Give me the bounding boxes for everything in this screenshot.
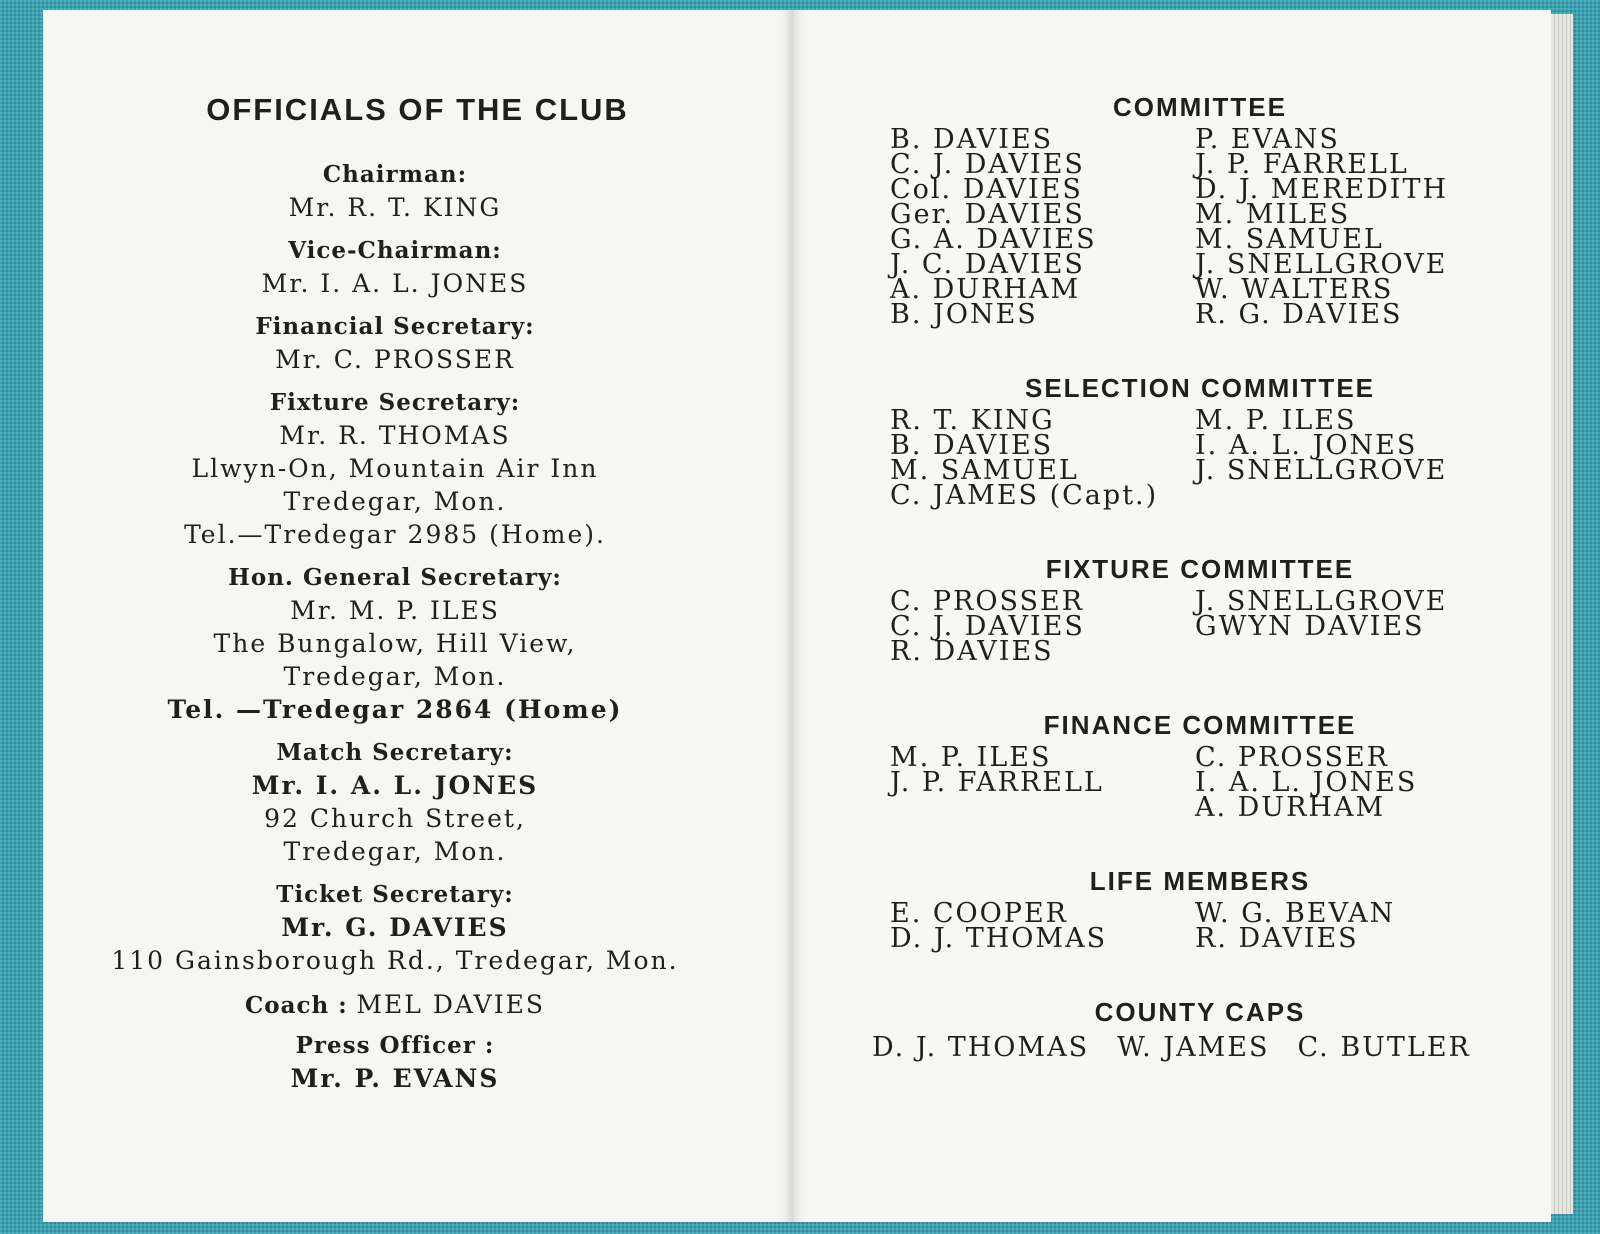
member-name: M. SAMUEL — [890, 455, 1079, 486]
official-entry — [0, 234, 790, 300]
member-column — [1195, 405, 1510, 508]
member-column — [1195, 898, 1510, 954]
member-name: J. C. DAVIES — [890, 249, 1085, 280]
member-column — [1195, 742, 1510, 823]
member-name: J. P. FARRELL — [1195, 149, 1409, 180]
committee-section — [890, 710, 1510, 823]
member-name: Ger. DAVIES — [890, 199, 1085, 230]
member-name: I. A. L. JONES — [1195, 767, 1418, 798]
member-name: J. SNELLGROVE — [1195, 249, 1448, 280]
member-name: R. G. DAVIES — [1195, 299, 1403, 330]
member-name: J. SNELLGROVE — [1195, 455, 1448, 486]
member-grid — [890, 898, 1510, 954]
committee-section — [890, 554, 1510, 667]
member-name: M. MILES — [1195, 199, 1351, 230]
county-caps-section — [872, 997, 1510, 1063]
committees-column — [872, 92, 1510, 1063]
member-name: C. J. DAVIES — [890, 149, 1085, 180]
official-role: Vice-Chairman: — [288, 237, 502, 264]
member-name: M. SAMUEL — [1195, 224, 1384, 255]
member-name: GWYN DAVIES — [1195, 611, 1425, 642]
member-column — [890, 124, 1195, 330]
member-name: B. DAVIES — [890, 124, 1054, 155]
committee-section — [890, 92, 1510, 330]
member-name: G. A. DAVIES — [890, 224, 1097, 255]
section-title: LIFE MEMBERS — [1089, 866, 1311, 896]
member-name: D. J. THOMAS — [890, 923, 1108, 954]
official-detail-line: Mr. G. DAVIES — [281, 913, 509, 942]
member-grid — [890, 405, 1510, 511]
official-role: Ticket Secretary: — [276, 881, 514, 908]
member-column — [1195, 124, 1510, 330]
member-name: R. DAVIES — [890, 636, 1054, 667]
member-name: C. PROSSER — [890, 586, 1085, 617]
member-column — [1195, 586, 1510, 664]
official-detail-line: Tredegar, Mon. — [283, 662, 507, 691]
official-entry — [0, 386, 790, 551]
official-entry — [0, 878, 790, 977]
member-name: R. DAVIES — [1195, 923, 1359, 954]
member-name: Col. DAVIES — [890, 174, 1083, 205]
member-name: J. SNELLGROVE — [1195, 586, 1448, 617]
official-entry — [0, 561, 790, 726]
official-role: Hon. General Secretary: — [228, 564, 562, 591]
member-name: D. J. MEREDITH — [1195, 174, 1449, 205]
member-name: C. J. DAVIES — [890, 611, 1085, 642]
official-detail-line: Tredegar, Mon. — [283, 837, 507, 866]
committee-section — [890, 373, 1510, 511]
member-name: C. JAMES (Capt.) — [890, 480, 1159, 511]
official-role: Chairman: — [322, 161, 468, 188]
official-detail-line: Mr. I. A. L. JONES — [261, 269, 529, 298]
official-detail-line: Mr. C. PROSSER — [275, 345, 515, 374]
member-name: J. P. FARRELL — [890, 767, 1104, 798]
member-grid — [890, 124, 1510, 330]
member-name: R. T. KING — [890, 405, 1055, 436]
official-detail-line: Mr. R. THOMAS — [279, 421, 511, 450]
official-detail-line: Mr. M. P. ILES — [290, 596, 500, 625]
member-column — [890, 898, 1195, 954]
official-detail-line: The Bungalow, Hill View, — [213, 629, 577, 658]
member-column — [890, 742, 1195, 820]
section-title: SELECTION COMMITTEE — [1025, 373, 1375, 403]
member-name: B. JONES — [890, 299, 1038, 330]
official-entry — [0, 310, 790, 376]
member-name: W. WALTERS — [1195, 274, 1394, 305]
officials-column — [0, 92, 790, 1105]
official-detail-line: Tel.—Tredegar 2985 (Home). — [184, 520, 606, 549]
official-entry — [0, 736, 790, 868]
official-detail-line: Tredegar, Mon. — [283, 487, 507, 516]
member-name: M. P. ILES — [890, 742, 1052, 773]
member-name: M. P. ILES — [1195, 405, 1357, 436]
coach-name: MEL DAVIES — [356, 990, 545, 1019]
member-grid — [890, 586, 1510, 667]
member-name: W. G. BEVAN — [1195, 898, 1396, 929]
coach-role: Coach : — [245, 992, 348, 1019]
section-title: FINANCE COMMITTEE — [1043, 710, 1357, 740]
press-officer-entry — [0, 1029, 790, 1095]
page-title: OFFICIALS OF THE CLUB — [206, 92, 629, 127]
member-grid — [890, 742, 1510, 823]
official-role: Fixture Secretary: — [269, 389, 521, 416]
official-role: Match Secretary: — [276, 739, 514, 766]
committee-section — [890, 866, 1510, 954]
member-name: A. DURHAM — [890, 274, 1081, 305]
member-name: E. COOPER — [890, 898, 1069, 929]
member-name: B. DAVIES — [890, 430, 1054, 461]
official-detail-line: Mr. R. T. KING — [288, 193, 502, 222]
officials-list — [0, 158, 790, 977]
press-officer-name: Mr. P. EVANS — [290, 1064, 500, 1093]
member-name: P. EVANS — [1195, 124, 1340, 155]
official-role: Financial Secretary: — [255, 313, 535, 340]
member-name: A. DURHAM — [1195, 792, 1386, 823]
member-column — [890, 586, 1195, 667]
committee-sections — [890, 92, 1510, 954]
official-detail-line: 92 Church Street, — [264, 804, 526, 833]
member-column — [890, 405, 1195, 511]
official-detail-line: Llwyn-On, Mountain Air Inn — [191, 454, 599, 483]
official-entry — [0, 158, 790, 224]
county-cap-name: C. BUTLER — [1297, 1032, 1471, 1063]
county-cap-name: D. J. THOMAS — [872, 1032, 1090, 1063]
official-detail-line: 110 Gainsborough Rd., Tredegar, Mon. — [111, 946, 679, 975]
press-officer-role: Press Officer : — [295, 1032, 495, 1059]
section-title: FIXTURE COMMITTEE — [1045, 554, 1355, 584]
official-detail-line: Mr. I. A. L. JONES — [251, 771, 539, 800]
section-title: COMMITTEE — [1113, 92, 1287, 122]
county-caps-title: COUNTY CAPS — [1094, 997, 1306, 1027]
county-cap-name: W. JAMES — [1117, 1032, 1270, 1063]
coach-entry — [0, 987, 790, 1023]
page-edges — [1551, 14, 1573, 1214]
official-detail-line: Tel. —Tredegar 2864 (Home) — [167, 695, 623, 724]
member-name: C. PROSSER — [1195, 742, 1390, 773]
member-name: I. A. L. JONES — [1195, 430, 1418, 461]
county-caps-names — [872, 1032, 1510, 1063]
